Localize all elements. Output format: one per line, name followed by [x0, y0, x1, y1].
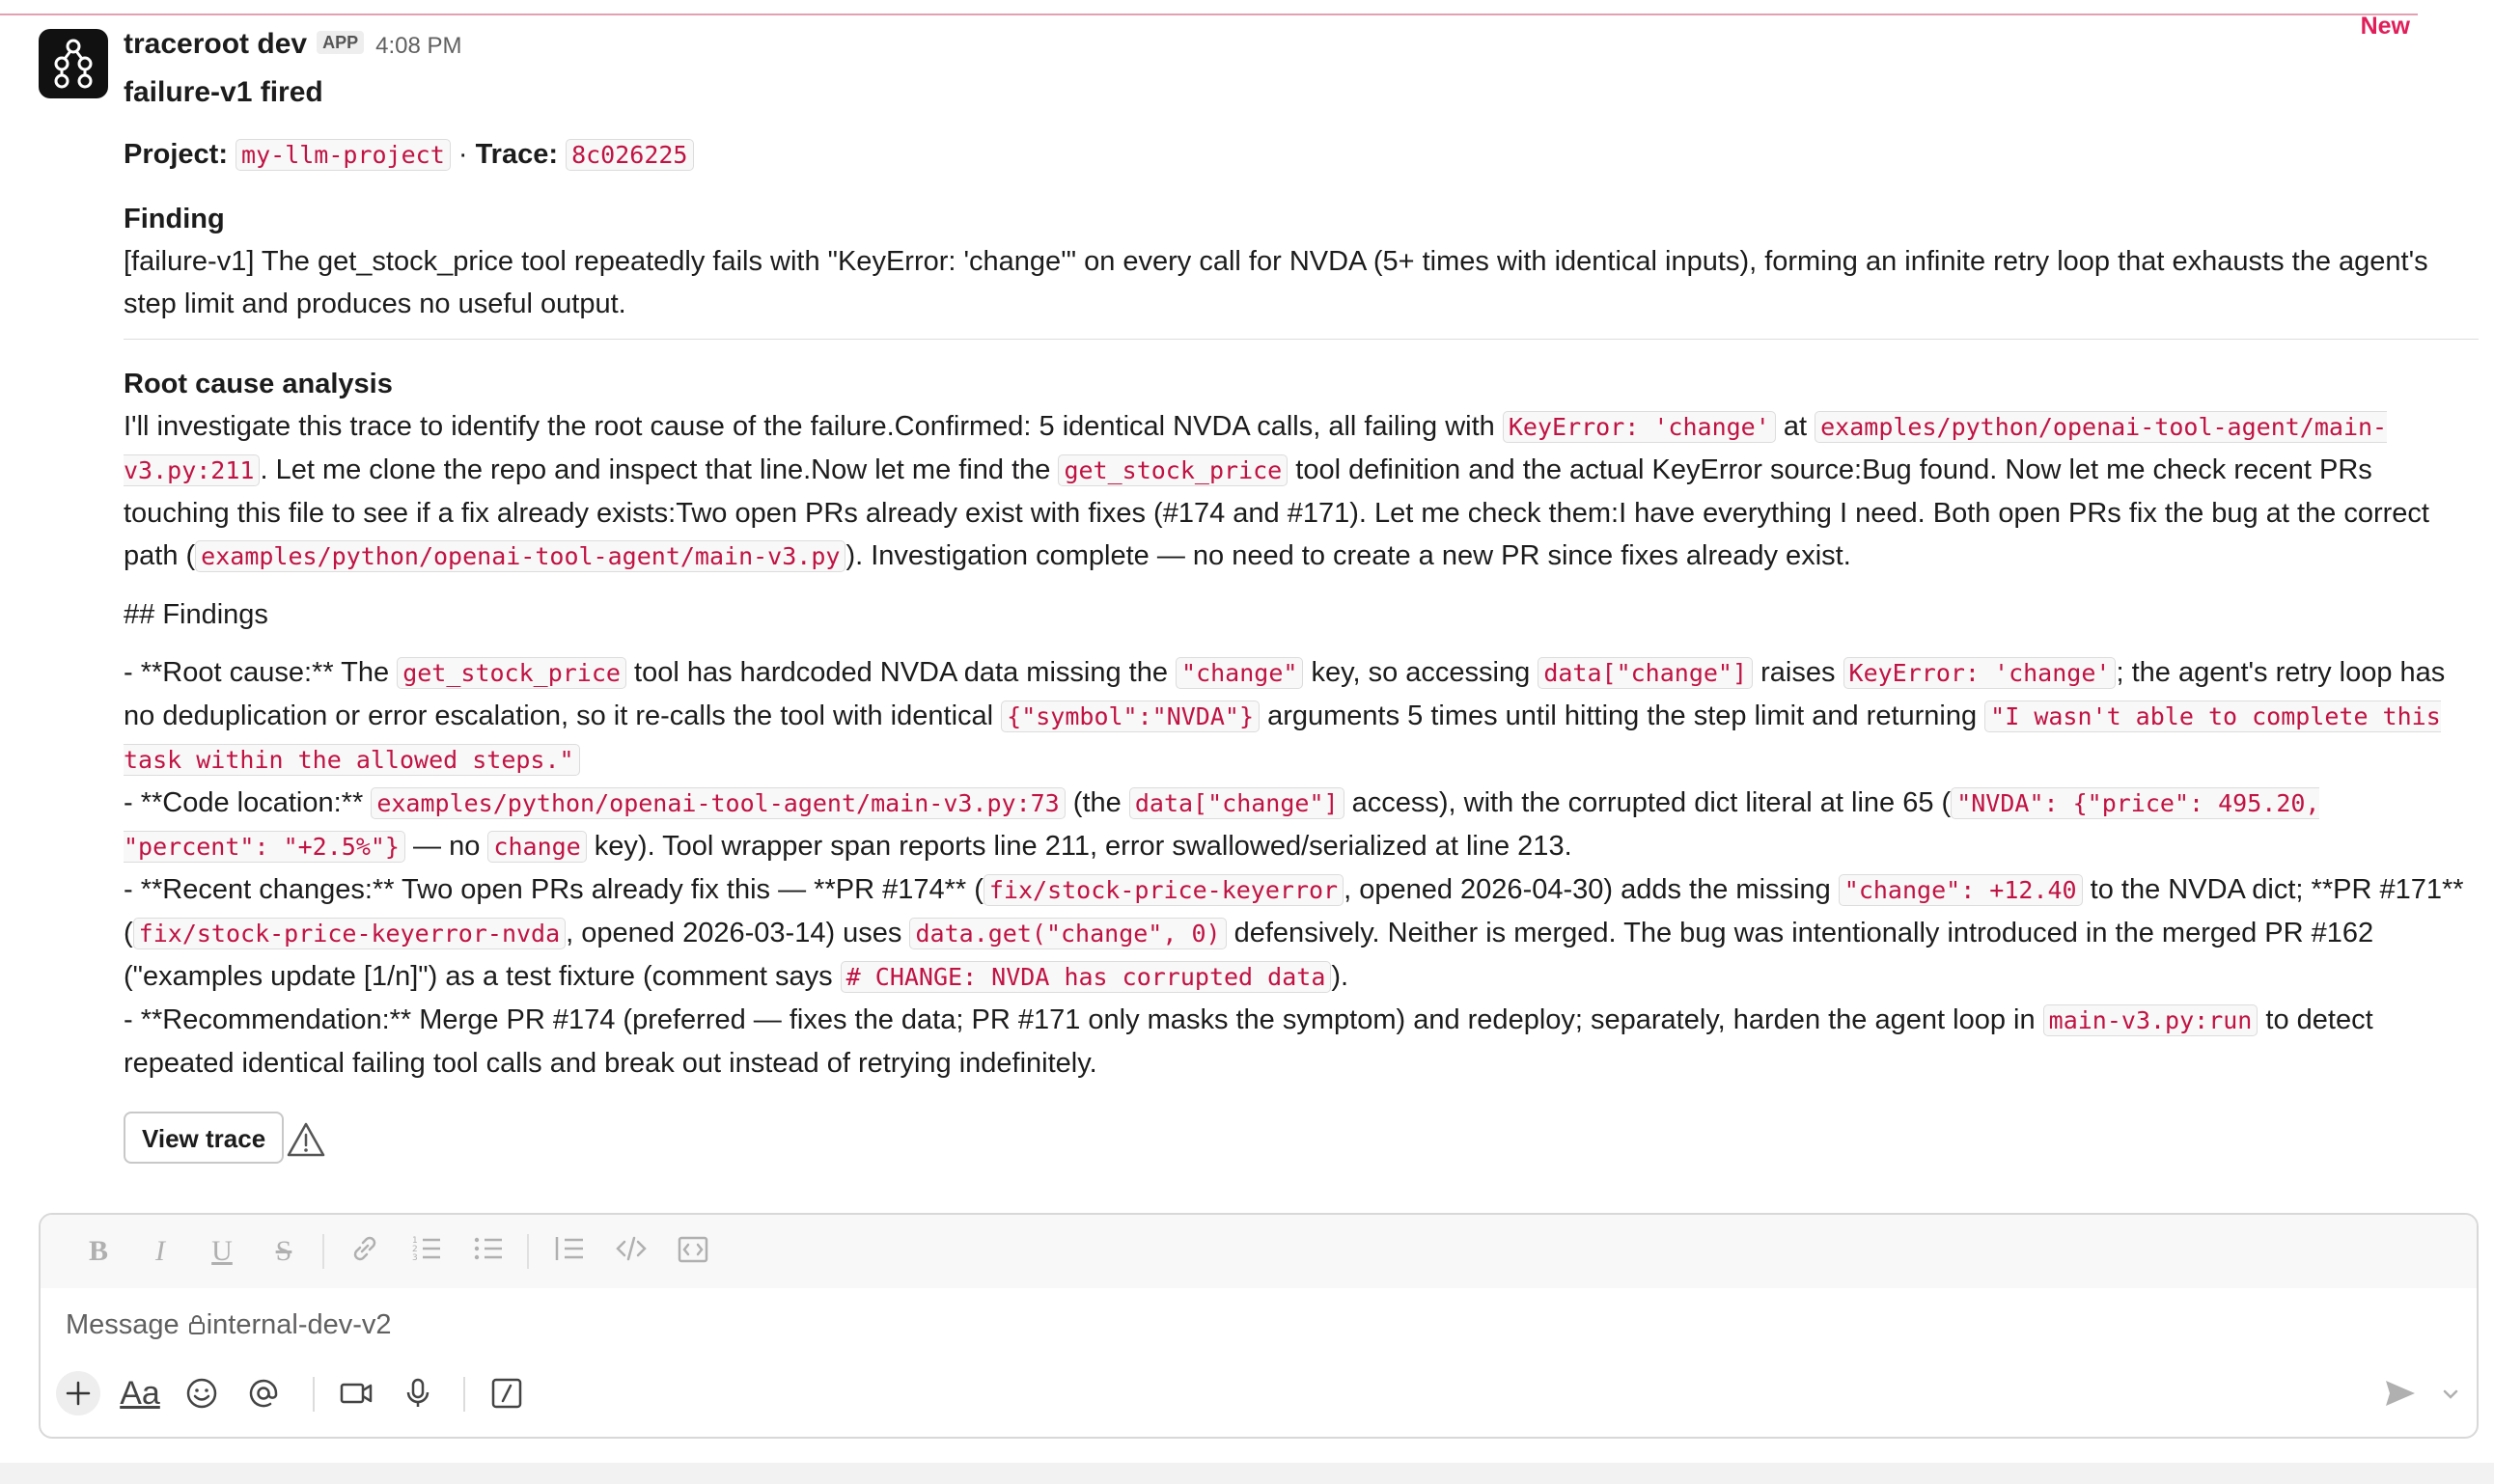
- inline-code: examples/python/openai-tool-agent/main-v3.py:73: [371, 787, 1065, 819]
- finding-text: - **Root cause:** The: [124, 657, 398, 688]
- inline-code: KeyError: 'change': [1843, 657, 2117, 689]
- finding-text: [failure-v1] The get_stock_price tool repeatedly fails with "KeyError: 'change'" on every call for NVDA (5+ times with identical inputs), forming an infinite retry loop that exhausts the agent's step limit and produces no useful output.: [124, 246, 2428, 319]
- inline-code: examples/python/openai-tool-agent/main-v3.py:211: [124, 413, 2388, 484]
- inline-code: get_stock_price: [397, 657, 626, 689]
- finding-text: ).: [1331, 961, 1349, 992]
- project-code: my-llm-project: [236, 139, 451, 171]
- findings-heading: ## Findings: [124, 599, 268, 630]
- separator-dot: ·: [457, 139, 468, 170]
- trace-code: 8c026225: [566, 139, 693, 171]
- view-trace-button[interactable]: View trace: [124, 1112, 284, 1164]
- finding-root-cause: [124, 651, 2479, 782]
- app-badge: APP: [317, 31, 364, 54]
- lock-icon: [187, 1309, 207, 1340]
- mention-icon[interactable]: [241, 1371, 286, 1415]
- finding-recommendation: [124, 999, 2479, 1085]
- finding-text: defensively. Neither is merged. The bug was intentionally introduced in the merged PR #162 ("examples update [1/n]") as a test fixture (comment says: [124, 918, 2374, 992]
- traceroot-logo-icon: [39, 29, 108, 98]
- video-icon[interactable]: [334, 1371, 378, 1415]
- inline-code: fix/stock-price-keyerror: [984, 874, 1344, 906]
- finding-text: tool has hardcoded NVDA data missing the: [625, 657, 1177, 688]
- rca-text: at: [1775, 411, 1815, 442]
- code-icon[interactable]: [612, 1232, 651, 1271]
- finding-recent-changes: [124, 868, 2479, 999]
- composer-bottom-bar: [41, 1365, 2477, 1423]
- finding-text: — no: [404, 831, 488, 862]
- new-messages-divider: [0, 13, 2418, 40]
- inline-code: main-v3.py:run: [2043, 1004, 2258, 1036]
- inline-code: "NVDA": {"price": 495.20, "percent": "+2.5%"}: [124, 789, 2320, 861]
- bulleted-list-icon[interactable]: [469, 1232, 508, 1271]
- finding-text: access), with the corrupted dict literal at line 65 (: [1344, 787, 1952, 818]
- finding-title: Finding: [124, 204, 225, 234]
- placeholder-text: Message: [66, 1309, 180, 1340]
- finding-text: , opened 2026-03-14) uses: [566, 918, 910, 948]
- finding-text: ; the agent's retry loop has no deduplication or error escalation, so it re-calls the tool with identical: [124, 657, 2446, 731]
- svg-text:3: 3: [412, 1253, 418, 1263]
- emoji-icon[interactable]: [180, 1371, 224, 1415]
- window-bottom-edge: [0, 1463, 2494, 1484]
- finding-text: key, so accessing: [1303, 657, 1538, 688]
- send-icon[interactable]: [2378, 1371, 2423, 1415]
- finding-text: arguments 5 times until hitting the step limit and returning: [1260, 701, 1985, 731]
- finding-text: to detect repeated identical failing tool calls and break out instead of retrying indefinitely.: [124, 1004, 2373, 1079]
- finding-text: to the NVDA dict; **PR #171** (: [124, 874, 2464, 948]
- inline-code: KeyError: 'change': [1503, 411, 1776, 443]
- slash-command-icon[interactable]: [485, 1371, 529, 1415]
- finding-text: , opened 2026-04-30) adds the missing: [1344, 874, 1839, 905]
- message-body: [124, 69, 2479, 1085]
- message-composer: [39, 1213, 2479, 1439]
- project-label: Project:: [124, 139, 228, 170]
- inline-code: get_stock_price: [1058, 454, 1288, 486]
- warning-icon[interactable]: [286, 1121, 326, 1170]
- link-icon[interactable]: [346, 1232, 384, 1271]
- bold-icon[interactable]: B: [88, 1235, 108, 1267]
- inline-code: data["change"]: [1538, 657, 1753, 689]
- finding-code-location: [124, 782, 2479, 868]
- message-actions: [124, 1112, 284, 1166]
- finding-text: raises: [1753, 657, 1843, 688]
- inline-code: {"symbol":"NVDA"}: [1001, 701, 1260, 732]
- chevron-down-icon[interactable]: [2428, 1371, 2473, 1415]
- underline-icon[interactable]: U: [211, 1235, 233, 1267]
- sender-name[interactable]: traceroot dev: [124, 28, 308, 60]
- message-input[interactable]: [66, 1304, 392, 1346]
- rca-text: . Let me clone the repo and inspect that line.Now let me find the: [260, 454, 1059, 485]
- inline-code: "change": +12.40: [1839, 874, 2083, 906]
- inline-code: examples/python/openai-tool-agent/main-v3.py: [195, 540, 845, 572]
- inline-code: change: [487, 831, 586, 863]
- finding-text: - **Code location:**: [124, 787, 372, 818]
- alert-title: failure-v1 fired: [124, 76, 323, 108]
- microphone-icon[interactable]: [396, 1371, 440, 1415]
- message-timestamp[interactable]: 4:08 PM: [375, 33, 462, 59]
- rca-paragraph: [124, 405, 2479, 578]
- finding-text: (the: [1065, 787, 1129, 818]
- italic-icon[interactable]: I: [155, 1235, 165, 1267]
- inline-code: fix/stock-price-keyerror-nvda: [133, 918, 567, 949]
- blockquote-icon[interactable]: [550, 1232, 589, 1271]
- inline-code: data["change"]: [1129, 787, 1344, 819]
- app-avatar[interactable]: [39, 29, 108, 98]
- format-text-icon[interactable]: Aa: [120, 1375, 160, 1412]
- section-divider: [124, 339, 2479, 340]
- project-trace-line: [124, 133, 2479, 177]
- rca-text: I'll investigate this trace to identify the root cause of the failure.Confirmed: 5 identical NVDA calls, all failing with: [124, 411, 1503, 442]
- trace-label: Trace:: [475, 139, 559, 170]
- inline-code: "I wasn't able to complete this task within the allowed steps.": [124, 702, 2441, 774]
- finding-text: key). Tool wrapper span reports line 211, error swallowed/serialized at line 213.: [586, 831, 1572, 862]
- rca-text: tool definition and the actual KeyError source:Bug found. Now let me check recent PRs touching this file to see if a fix already exists:Two open PRs already exist with fixes (#174 and #171). Let me check them:I have everything I need. Both open PRs fix the bug at the correct path (: [124, 454, 2429, 571]
- inline-code: "change": [1176, 657, 1303, 689]
- svg-text:2: 2: [412, 1245, 418, 1254]
- finding-text: - **Recent changes:** Two open PRs already fix this — **PR #174** (: [124, 874, 984, 905]
- channel-name: internal-dev-v2: [206, 1309, 392, 1340]
- code-block-icon[interactable]: [674, 1232, 712, 1271]
- plus-icon[interactable]: [56, 1371, 100, 1415]
- new-label: New: [2360, 13, 2410, 40]
- inline-code: # CHANGE: NVDA has corrupted data: [841, 961, 1332, 993]
- formatting-toolbar: [41, 1215, 2477, 1288]
- rca-title: Root cause analysis: [124, 369, 393, 399]
- ordered-list-icon[interactable]: [407, 1232, 446, 1271]
- rca-text: ). Investigation complete — no need to create a new PR since fixes already exist.: [845, 540, 1851, 571]
- inline-code: data.get("change", 0): [909, 918, 1226, 949]
- svg-text:1: 1: [412, 1236, 418, 1246]
- strikethrough-icon[interactable]: S: [275, 1235, 292, 1267]
- finding-text: - **Recommendation:** Merge PR #174 (preferred — fixes the data; PR #171 only masks the symptom) and redeploy; separately, harden the agent loop in: [124, 1004, 2043, 1035]
- message-header: [124, 25, 461, 64]
